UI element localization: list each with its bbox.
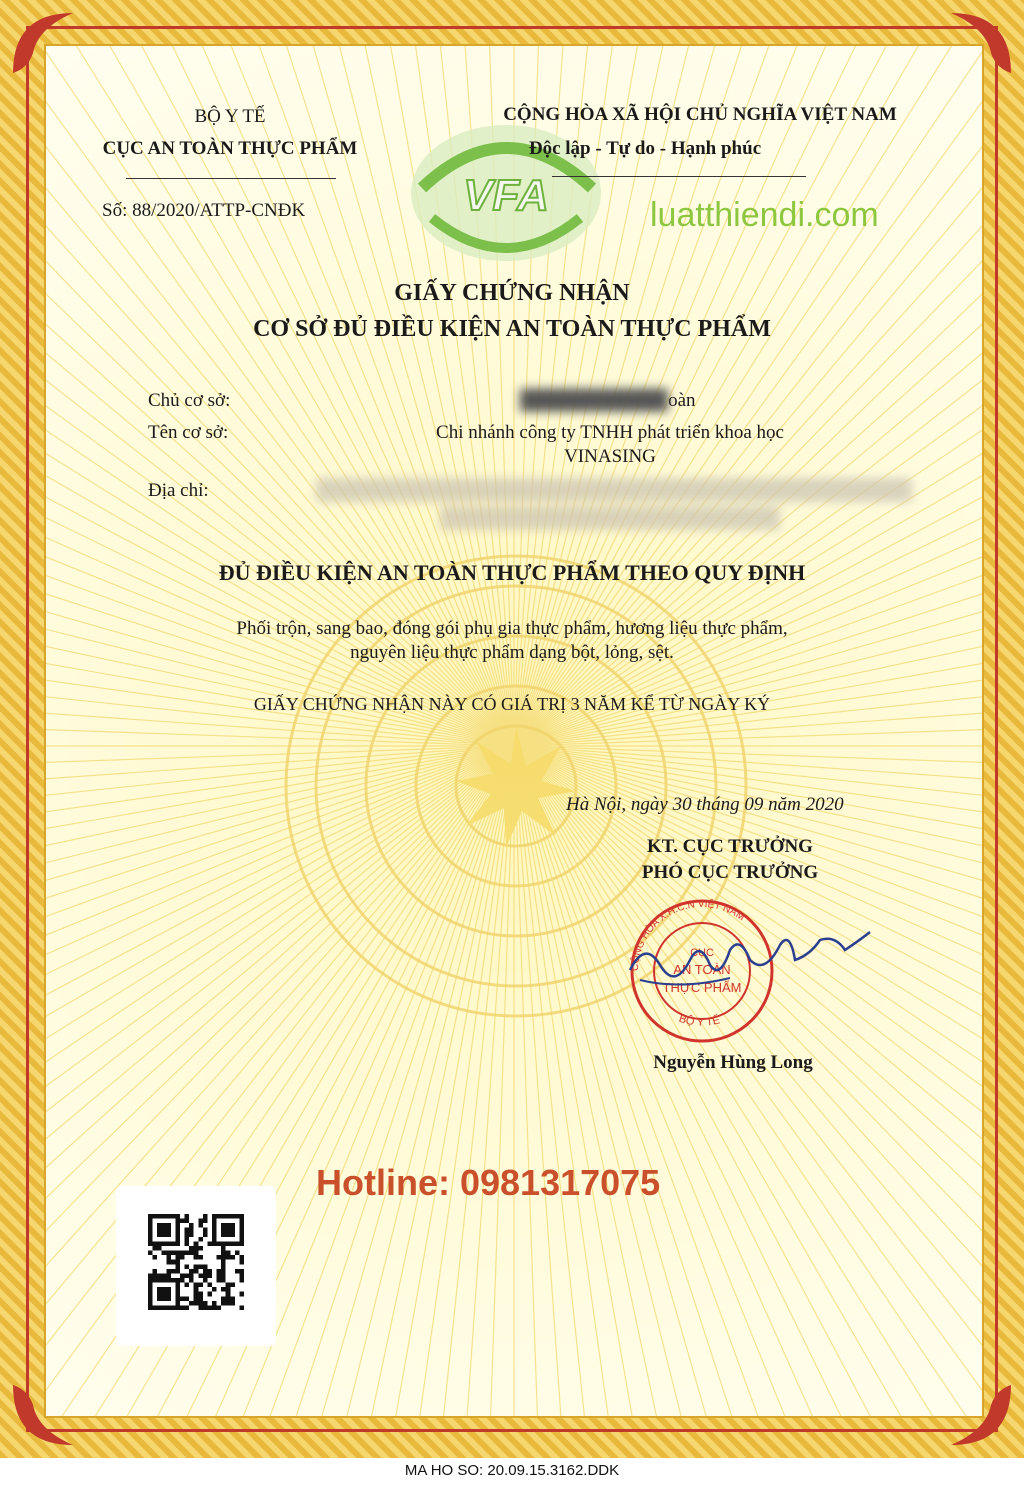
qr-module <box>230 1283 235 1288</box>
qr-module <box>194 1241 199 1246</box>
qr-module <box>207 1269 212 1274</box>
qr-module <box>153 1214 158 1219</box>
qr-module <box>175 1223 180 1228</box>
qr-module <box>226 1292 231 1297</box>
scope-line1: Phối trộn, sang bao, đóng gói phụ gia thực phẩm, hương liệu thực phẩm, <box>236 618 788 639</box>
handwritten-signature <box>620 920 880 1000</box>
qr-module <box>239 1292 244 1297</box>
qr-module <box>221 1301 226 1306</box>
qr-module <box>203 1228 208 1233</box>
qr-module <box>189 1228 194 1233</box>
qr-module <box>226 1287 231 1292</box>
qr-module <box>230 1232 235 1237</box>
qr-module <box>203 1273 208 1278</box>
qr-module <box>212 1301 217 1306</box>
qr-module <box>153 1278 158 1283</box>
owner-value-redacted: ███████████ <box>520 390 669 411</box>
qr-module <box>230 1241 235 1246</box>
qr-module <box>198 1255 203 1260</box>
qr-module <box>166 1296 171 1301</box>
qr-module <box>226 1232 231 1237</box>
qr-module <box>157 1241 162 1246</box>
qr-module <box>162 1292 167 1297</box>
qr-module <box>212 1241 217 1246</box>
qr-module <box>235 1269 240 1274</box>
qr-module <box>157 1296 162 1301</box>
qr-module <box>148 1296 153 1301</box>
qr-module <box>175 1260 180 1265</box>
qr-module <box>171 1269 176 1274</box>
qr-module <box>207 1305 212 1310</box>
qr-code-panel <box>116 1186 276 1346</box>
qr-module <box>226 1241 231 1246</box>
qr-module <box>157 1287 162 1292</box>
qr-module <box>203 1219 208 1224</box>
qr-module <box>235 1214 240 1219</box>
qr-module <box>148 1287 153 1292</box>
conclusion-heading: ĐỦ ĐIỀU KIỆN AN TOÀN THỰC PHẨM THEO QUY ĐỊNH <box>218 560 806 585</box>
qr-module <box>157 1223 162 1228</box>
qr-module <box>203 1301 208 1306</box>
qr-module <box>157 1273 162 1278</box>
qr-module <box>175 1251 180 1256</box>
qr-module <box>166 1273 171 1278</box>
qr-module <box>212 1228 217 1233</box>
qr-module <box>185 1214 190 1219</box>
qr-module <box>166 1260 171 1265</box>
qr-module <box>198 1301 203 1306</box>
qr-module <box>194 1251 199 1256</box>
qr-module <box>239 1228 244 1233</box>
place-date: Hà Nội, ngày 30 tháng 09 năm 2020 <box>566 794 844 815</box>
address-redacted-line2 <box>440 506 780 530</box>
stamp-outer-text: CỘNG HÒA X.H.C.N VIỆT NAM <box>629 898 747 972</box>
qr-module <box>203 1305 208 1310</box>
qr-module <box>239 1237 244 1242</box>
qr-module <box>189 1278 194 1283</box>
qr-module <box>189 1232 194 1237</box>
qr-module <box>166 1255 171 1260</box>
stamp-bottom-text: BỘ Y TẾ <box>677 1012 722 1029</box>
qr-module <box>162 1223 167 1228</box>
qr-module <box>217 1269 222 1274</box>
qr-module <box>185 1251 190 1256</box>
qr-module <box>162 1251 167 1256</box>
file-code: MA HO SO: 20.09.15.3162.DDK <box>404 1462 620 1479</box>
facility-name-line1: Chi nhánh công ty TNHH phát triển khoa học <box>436 422 784 443</box>
qr-module <box>148 1232 153 1237</box>
qr-module <box>157 1232 162 1237</box>
qr-module <box>230 1228 235 1233</box>
qr-module <box>230 1214 235 1219</box>
qr-module <box>207 1273 212 1278</box>
qr-module <box>148 1283 153 1288</box>
qr-module <box>198 1292 203 1297</box>
qr-module <box>162 1241 167 1246</box>
qr-module <box>207 1283 212 1288</box>
qr-module <box>166 1251 171 1256</box>
qr-module <box>239 1255 244 1260</box>
qr-module <box>166 1269 171 1274</box>
qr-module <box>226 1255 231 1260</box>
qr-module <box>166 1228 171 1233</box>
owner-value-visible: oàn <box>668 390 696 411</box>
qr-module <box>226 1251 231 1256</box>
website-watermark: luatthiendi.com <box>650 196 879 234</box>
qr-module <box>166 1232 171 1237</box>
qr-module <box>157 1305 162 1310</box>
qr-module <box>221 1296 226 1301</box>
qr-module <box>230 1255 235 1260</box>
qr-module <box>185 1241 190 1246</box>
qr-module <box>230 1223 235 1228</box>
qr-module <box>212 1223 217 1228</box>
corner-ornament-top-left <box>8 8 78 78</box>
qr-module <box>148 1219 153 1224</box>
header-right-rule <box>552 176 806 177</box>
qr-module <box>162 1305 167 1310</box>
qr-module <box>180 1296 185 1301</box>
qr-module <box>221 1260 226 1265</box>
qr-module <box>198 1273 203 1278</box>
qr-module <box>239 1305 244 1310</box>
qr-module <box>217 1241 222 1246</box>
qr-module <box>180 1278 185 1283</box>
qr-module <box>239 1223 244 1228</box>
republic-name: CỘNG HÒA XÃ HỘI CHỦ NGHĨA VIỆT NAM <box>503 104 897 125</box>
qr-module <box>207 1241 212 1246</box>
qr-code-icon <box>148 1214 244 1310</box>
signer-role-line2: PHÓ CỤC TRƯỞNG <box>641 862 819 883</box>
qr-module <box>203 1278 208 1283</box>
qr-module <box>239 1260 244 1265</box>
qr-module <box>180 1251 185 1256</box>
qr-module <box>148 1241 153 1246</box>
certificate-title: GIẤY CHỨNG NHẬN <box>394 280 630 306</box>
certificate-subtitle: CƠ SỞ ĐỦ ĐIỀU KIỆN AN TOÀN THỰC PHẨM <box>253 316 771 342</box>
qr-module <box>166 1214 171 1219</box>
qr-module <box>166 1278 171 1283</box>
qr-module <box>185 1237 190 1242</box>
qr-module <box>180 1219 185 1224</box>
qr-module <box>185 1296 190 1301</box>
qr-module <box>185 1232 190 1237</box>
qr-module <box>217 1305 222 1310</box>
qr-module <box>166 1287 171 1292</box>
signer-name: Nguyễn Hùng Long <box>653 1052 813 1073</box>
qr-module <box>221 1214 226 1219</box>
qr-module <box>148 1273 153 1278</box>
qr-module <box>221 1232 226 1237</box>
address-redacted-line1 <box>316 478 912 502</box>
qr-module <box>175 1283 180 1288</box>
qr-module <box>198 1283 203 1288</box>
address-label: Địa chỉ: <box>148 480 209 501</box>
qr-module <box>189 1246 194 1251</box>
qr-module <box>212 1305 217 1310</box>
qr-module <box>217 1255 222 1260</box>
qr-module <box>230 1296 235 1301</box>
qr-module <box>235 1241 240 1246</box>
qr-module <box>148 1223 153 1228</box>
qr-module <box>148 1228 153 1233</box>
qr-module <box>239 1214 244 1219</box>
qr-module <box>189 1269 194 1274</box>
qr-module <box>180 1273 185 1278</box>
qr-module <box>239 1278 244 1283</box>
department-name: CỤC AN TOÀN THỰC PHẨM <box>102 138 358 159</box>
qr-module <box>175 1264 180 1269</box>
scope-line2: nguyên liệu thực phẩm dạng bột, lỏng, sệt. <box>350 642 674 663</box>
header-left-rule <box>126 178 336 179</box>
qr-module <box>175 1287 180 1292</box>
qr-module <box>175 1305 180 1310</box>
corner-ornament-top-right <box>946 8 1016 78</box>
qr-module <box>175 1278 180 1283</box>
qr-module <box>198 1219 203 1224</box>
qr-module <box>194 1296 199 1301</box>
qr-module <box>157 1278 162 1283</box>
signer-role-line1: KT. CỤC TRƯỞNG <box>647 836 813 857</box>
qr-module <box>198 1305 203 1310</box>
corner-ornament-bottom-right <box>946 1380 1016 1450</box>
corner-ornament-bottom-left <box>8 1380 78 1450</box>
national-motto: Độc lập - Tự do - Hạnh phúc <box>528 138 762 159</box>
qr-module <box>207 1292 212 1297</box>
qr-module <box>153 1246 158 1251</box>
qr-module <box>175 1296 180 1301</box>
qr-module <box>175 1292 180 1297</box>
qr-module <box>175 1241 180 1246</box>
qr-module <box>194 1264 199 1269</box>
stamp-inner-line2: AN TOÀN <box>673 962 731 977</box>
qr-module <box>239 1232 244 1237</box>
qr-module <box>221 1287 226 1292</box>
facility-name-label: Tên cơ sở: <box>148 422 229 443</box>
qr-module <box>221 1223 226 1228</box>
qr-module <box>212 1219 217 1224</box>
qr-module <box>171 1305 176 1310</box>
qr-module <box>148 1305 153 1310</box>
qr-module <box>162 1214 167 1219</box>
qr-module <box>217 1273 222 1278</box>
qr-module <box>212 1237 217 1242</box>
qr-module <box>162 1273 167 1278</box>
qr-module <box>153 1269 158 1274</box>
qr-module <box>226 1214 231 1219</box>
qr-module <box>221 1269 226 1274</box>
sunburst-ray <box>46 746 514 1225</box>
qr-module <box>203 1214 208 1219</box>
qr-module <box>153 1255 158 1260</box>
qr-module <box>185 1219 190 1224</box>
qr-module <box>239 1241 244 1246</box>
qr-module <box>185 1264 190 1269</box>
qr-module <box>157 1246 162 1251</box>
validity-statement: GIẤY CHỨNG NHẬN NÀY CÓ GIÁ TRỊ 3 NĂM KỂ TỪ NGÀY KÝ <box>253 694 771 714</box>
qr-module <box>194 1269 199 1274</box>
qr-module <box>185 1273 190 1278</box>
qr-module <box>157 1292 162 1297</box>
qr-module <box>217 1214 222 1219</box>
qr-module <box>221 1273 226 1278</box>
qr-module <box>226 1283 231 1288</box>
qr-module <box>221 1251 226 1256</box>
qr-module <box>221 1264 226 1269</box>
qr-module <box>194 1246 199 1251</box>
qr-module <box>180 1305 185 1310</box>
qr-module <box>153 1273 158 1278</box>
qr-module <box>148 1301 153 1306</box>
qr-module <box>166 1305 171 1310</box>
qr-module <box>212 1214 217 1219</box>
stamp-inner-line1: CỤC <box>690 947 714 959</box>
facility-name-line2: VINASING <box>564 446 656 467</box>
qr-module <box>175 1214 180 1219</box>
qr-module <box>203 1269 208 1274</box>
qr-module <box>217 1278 222 1283</box>
qr-module <box>194 1283 199 1288</box>
qr-module <box>203 1264 208 1269</box>
qr-module <box>148 1251 153 1256</box>
qr-module <box>175 1255 180 1260</box>
qr-module <box>189 1301 194 1306</box>
qr-module <box>180 1255 185 1260</box>
qr-module <box>171 1214 176 1219</box>
qr-module <box>166 1292 171 1297</box>
qr-module <box>171 1251 176 1256</box>
qr-module <box>194 1301 199 1306</box>
qr-module <box>226 1228 231 1233</box>
qr-module <box>226 1301 231 1306</box>
qr-module <box>198 1237 203 1242</box>
owner-value <box>520 390 696 412</box>
document-number: Số: 88/2020/ATTP-CNĐK <box>102 200 306 221</box>
qr-module <box>198 1296 203 1301</box>
qr-module <box>175 1219 180 1224</box>
qr-module <box>221 1278 226 1283</box>
qr-module <box>185 1305 190 1310</box>
qr-module <box>212 1232 217 1237</box>
qr-module <box>239 1273 244 1278</box>
ministry-name: BỘ Y TẾ <box>194 106 266 127</box>
qr-module <box>189 1273 194 1278</box>
qr-module <box>153 1241 158 1246</box>
qr-module <box>153 1305 158 1310</box>
vfa-logo-text: VFA <box>463 171 549 220</box>
qr-module <box>162 1232 167 1237</box>
stamp-inner-line3: THỰC PHẨM <box>662 980 742 995</box>
qr-module <box>175 1269 180 1274</box>
qr-module <box>162 1296 167 1301</box>
qr-module <box>157 1214 162 1219</box>
qr-module <box>175 1237 180 1242</box>
qr-module <box>166 1241 171 1246</box>
qr-module <box>194 1255 199 1260</box>
qr-module <box>157 1228 162 1233</box>
qr-module <box>226 1223 231 1228</box>
qr-module <box>148 1214 153 1219</box>
qr-module <box>198 1246 203 1251</box>
qr-module <box>189 1251 194 1256</box>
qr-module <box>175 1232 180 1237</box>
qr-module <box>212 1287 217 1292</box>
hotline-overlay: Hotline: 0981317075 <box>316 1162 661 1203</box>
qr-module <box>166 1223 171 1228</box>
qr-module <box>226 1296 231 1301</box>
svg-text:BỘ Y TẾ <box>677 1013 721 1029</box>
qr-module <box>162 1287 167 1292</box>
qr-module <box>198 1264 203 1269</box>
qr-module <box>148 1278 153 1283</box>
qr-module <box>171 1278 176 1283</box>
qr-module <box>171 1241 176 1246</box>
qr-module <box>185 1228 190 1233</box>
qr-module <box>221 1228 226 1233</box>
qr-module <box>189 1223 194 1228</box>
qr-module <box>175 1228 180 1233</box>
qr-module <box>148 1292 153 1297</box>
qr-module <box>203 1232 208 1237</box>
qr-module <box>194 1287 199 1292</box>
qr-module <box>239 1219 244 1224</box>
qr-module <box>230 1301 235 1306</box>
qr-module <box>148 1237 153 1242</box>
qr-module <box>171 1260 176 1265</box>
qr-module <box>221 1246 226 1251</box>
qr-module <box>185 1283 190 1288</box>
owner-label: Chủ cơ sở: <box>148 390 231 411</box>
qr-module <box>175 1301 180 1306</box>
qr-module <box>235 1251 240 1256</box>
qr-module <box>194 1292 199 1297</box>
qr-module <box>221 1255 226 1260</box>
qr-module <box>162 1228 167 1233</box>
qr-module <box>239 1269 244 1274</box>
qr-module <box>221 1241 226 1246</box>
qr-module <box>162 1278 167 1283</box>
qr-module <box>198 1223 203 1228</box>
